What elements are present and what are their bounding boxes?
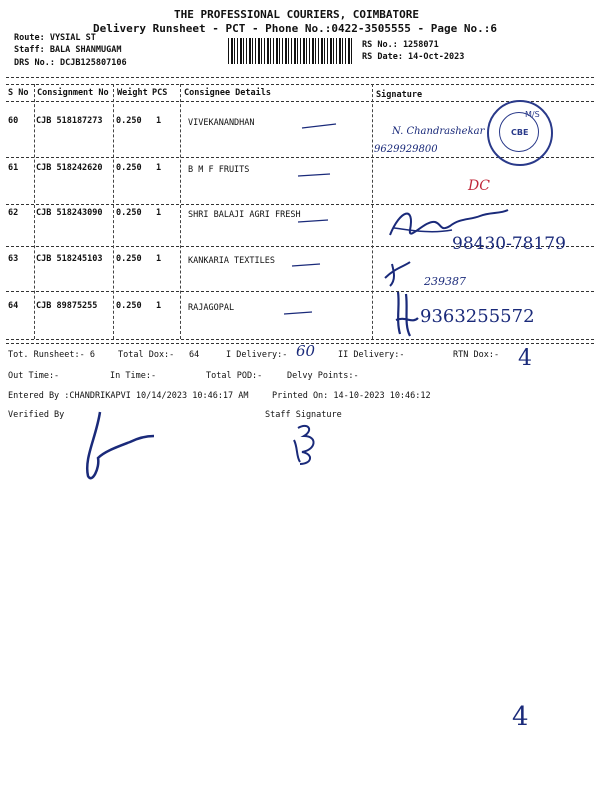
company-title: THE PROFESSIONAL COURIERS, COIMBATORE [174,8,420,21]
row-consignee: KANKARIA TEXTILES [188,256,275,266]
rtn-dox-label: RTN Dox:- [453,350,500,360]
row-sno: 61 [8,163,19,173]
row-pcs: 1 [156,301,162,311]
col-consignee: Consignee Details [184,88,271,98]
row-consignee: RAJAGOPAL [188,303,235,313]
row-sno: 64 [8,301,19,311]
col-signature: Signature [376,90,423,100]
stamp-text-mid: CBE [511,128,529,137]
divider [6,291,594,292]
runsheet-subtitle: Delivery Runsheet - PCT - Phone No.:0422-3505555 - Page No.:6 [93,22,497,35]
staff-signature-label: Staff Signature [265,410,342,420]
entered-by: Entered By :CHANDRIKAPVI 10/14/2023 10:46:17 AM [8,391,249,401]
drs-number: DRS No.: DCJB125807106 [14,58,127,68]
verified-signature [70,408,160,488]
tot-runsheet: Tot. Runsheet:- 6 [8,350,95,360]
tick-mark [296,170,336,182]
row-consignment: CJB 518242620 [36,163,103,173]
row-sno: 60 [8,116,19,126]
divider [6,77,594,78]
company-stamp [487,100,553,166]
column-divider [180,84,181,339]
staff-signature [288,420,328,470]
out-time-label: Out Time:- [8,371,60,381]
total-pod-label: Total POD:- [206,371,263,381]
row3-signature-scribble [380,200,530,250]
rs-date: RS Date: 14-Oct-2023 [362,52,465,62]
in-time-label: In Time:- [110,371,157,381]
row1-handwritten-phone: 9629929800 [374,144,438,155]
row3-handwritten-phone: 98430-78179 [452,234,566,254]
row-consignee: VIVEKANANDHAN [188,118,255,128]
column-divider [34,84,35,339]
column-divider [113,84,114,339]
row5-signature-scribble [392,290,432,340]
col-sno: S No [8,88,29,98]
page-count-handwritten: 4 [512,702,529,732]
route-label: Route: VYSIAL ST [14,33,96,43]
row-weight: 0.250 [116,254,142,264]
ii-delivery-label: II Delivery:- [338,350,405,360]
rtn-dox-handwritten: 4 [518,346,532,371]
divider [6,84,594,85]
column-divider [372,84,373,339]
row-pcs: 1 [156,208,162,218]
row-consignment: CJB 518245103 [36,254,103,264]
col-pcs: PCS [152,88,168,98]
row4-signature-scribble [380,258,430,288]
delvy-points-label: Delvy Points:- [287,371,359,381]
stamp-text-top: M/S [525,110,540,119]
tick-mark [296,216,336,228]
rs-number: RS No.: 1258071 [362,40,439,50]
row1-handwritten-name: N. Chandrashekar [392,126,485,137]
col-weight: Weight [117,88,148,98]
row-consignment: CJB 518187273 [36,116,103,126]
row-sno: 62 [8,208,19,218]
tick-mark [282,308,322,320]
row-consignee: SHRI BALAJI AGRI FRESH [188,210,301,220]
row-weight: 0.250 [116,116,142,126]
tick-mark [290,260,330,272]
total-dox-label: Total Dox:- [118,350,175,360]
col-consignment: Consignment No [37,88,109,98]
tick-mark [300,120,340,132]
row-consignment: CJB 518243090 [36,208,103,218]
row-weight: 0.250 [116,163,142,173]
row-pcs: 1 [156,254,162,264]
row-pcs: 1 [156,163,162,173]
barcode [228,38,353,64]
verified-by-label: Verified By [8,410,65,420]
dc-mark: DC [468,178,490,194]
row-sno: 63 [8,254,19,264]
row-weight: 0.250 [116,301,142,311]
i-delivery-label: I Delivery:- [226,350,288,360]
divider [6,339,594,340]
row-pcs: 1 [156,116,162,126]
printed-on: Printed On: 14-10-2023 10:46:12 [272,391,431,401]
row4-handwritten-number: 239387 [424,275,466,288]
row-consignee: B M F FRUITS [188,165,250,175]
row-weight: 0.250 [116,208,142,218]
row5-handwritten-phone: 9363255572 [420,306,535,327]
total-dox-value: 64 [189,350,200,360]
staff-label: Staff: BALA SHANMUGAM [14,45,122,55]
row-consignment: CJB 89875255 [36,301,98,311]
i-delivery-handwritten: 60 [296,342,316,360]
